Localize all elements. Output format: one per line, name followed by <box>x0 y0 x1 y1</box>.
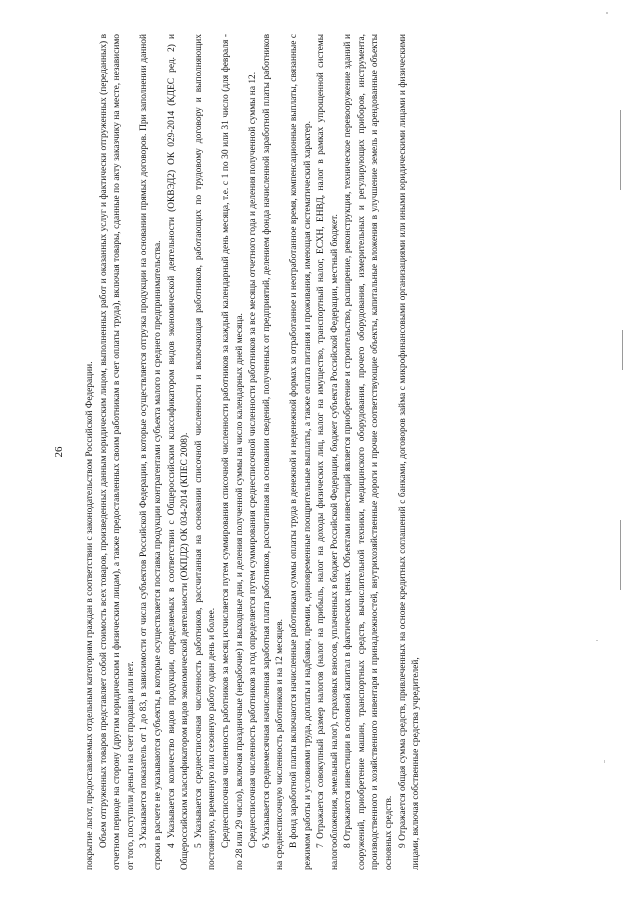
paragraph: покрытие льгот, предоставляемых отдельным категориям граждан в соответствии с законодательством Российской Федерации. <box>85 361 95 870</box>
paragraph: 8 Отражаются инвестиции в основной капитал в фактических ценах. Объектами инвестиций является приобретение и строительство, расширение, реконструкция, техническое перевооружение зданий и сооружений, приобретение машин, транспортных средств, вычислительной техники, медицинского оборудования, прочего оборудования, измерительных и регулирующих приборов, инструмента, производственного и хозяйственного инвентаря и принадлежностей, внутрихозяйственные дороги и прочие соответствующие объекты, капитальные вложения в улучшение земель и арендованные объекты основных средств. <box>343 34 395 870</box>
paragraph: 6 Указывается среднемесячная начисленная заработная плата работников, рассчитанная на основании сведений, полученных от предприятий, делением фонда начисленной заработной платы работников на среднесписочную численность работников и на 12 месяцев. <box>261 34 286 870</box>
scan-speck <box>606 12 608 14</box>
binding-mark-bottom <box>620 520 621 590</box>
paragraph: 7 Отражается совокупный размер налогов (налог на прибыль, налог на доходы физических лиц, налог на имущество, транспортный налог, ЕСХН, ЕНВД, налог в рамках упрощенной системы налогообложения, земельный налог), страховых взносов, уплаченных в бюджет Российской Федерации, бюджет субъекта Российской Федерации, местный бюджет. <box>316 34 340 870</box>
paragraph: 9 Отражается общая сумма средств, привлеченных на основе кредитных соглашений с банками, договоров займа с микрофинансовыми организациями или иными юридическими лицами и физическими лицами, включая собственные средства учредителей, <box>397 34 422 870</box>
paragraph: 4 Указывается количество видов продукции, определяемых в соответствии с Общероссийским классификатором видов экономической деятельности (ОКВЭД2) ОК 029-2014 (КДЕС ред. 2) и Общероссийским классификатором видов экономической деятельности (ОКПД2) ОК 034-2014 (КПЕС 2008). <box>166 34 191 870</box>
page-number: 26 <box>53 446 65 458</box>
paragraph: Среднесписочная численность работников за месяц исчисляется путем суммирования списочной численности работников за каждый календарный день месяца, т.е. с 1 по 30 или 31 число (для февраля - по 28 или 29 число), включая праздничные (нерабочие) и выходные дни, и деления полученной суммы на число календарных дней месяца. <box>220 34 245 870</box>
paragraph: 3 Указывается показатель от 1 до 83, в зависимости от числа субъектов Российской Федерации, в которые осуществляется отгрузка продукции на основании прямых договоров. При заполнении данной строки в расчете не указываются субъекты, в которые осуществляется поставка продукции контрагентами субъекта малого и среднего предпринимательства. <box>139 34 163 870</box>
binding-mark-top <box>620 110 621 190</box>
binding-mark-middle <box>622 330 623 370</box>
scan-speck <box>596 640 598 641</box>
rotated-text-block <box>52 34 588 870</box>
paragraph: 5 Указывается среднесписочная численность работников, рассчитанная на основании списочной численности и включающая работников, работающих по трудовому договору и выполняющих постоянную, временную или сезонную работу один день и более. <box>193 34 218 870</box>
scan-speck <box>604 760 605 763</box>
paragraph: В фонд заработной платы включаются начисленные работникам суммы оплаты труда в денежной и неденежной формах за отработанное и неотработанное время, компенсационные выплаты, связанные с режимом работы и условиями труда, доплаты и надбавки, премии, единовременные поощрительные выплаты, а также оплата питания и проживания, имеющая систематический характер. <box>288 34 313 870</box>
paragraph: Среднесписочная численность работников за год определяется путем суммирования среднесписочной численности работников за все месяцы отчетного года и деления полученной суммы на 12. <box>248 71 259 848</box>
paragraph: Объем отгруженных товаров представляет собой стоимость всех товаров, произведенных данным юридическим лицом, выполненных работ и оказанных услуг и фактически отгруженных (переданных) в отчетном периоде на сторону (другим юридическим и физическим лицам), а также предоставленных своим работникам в счет оплаты труда), включая товары, сданные по акту заказчику на месте, независимо от того, поступили деньги на счет продавца или нет. <box>98 34 136 870</box>
document-body <box>84 34 588 870</box>
